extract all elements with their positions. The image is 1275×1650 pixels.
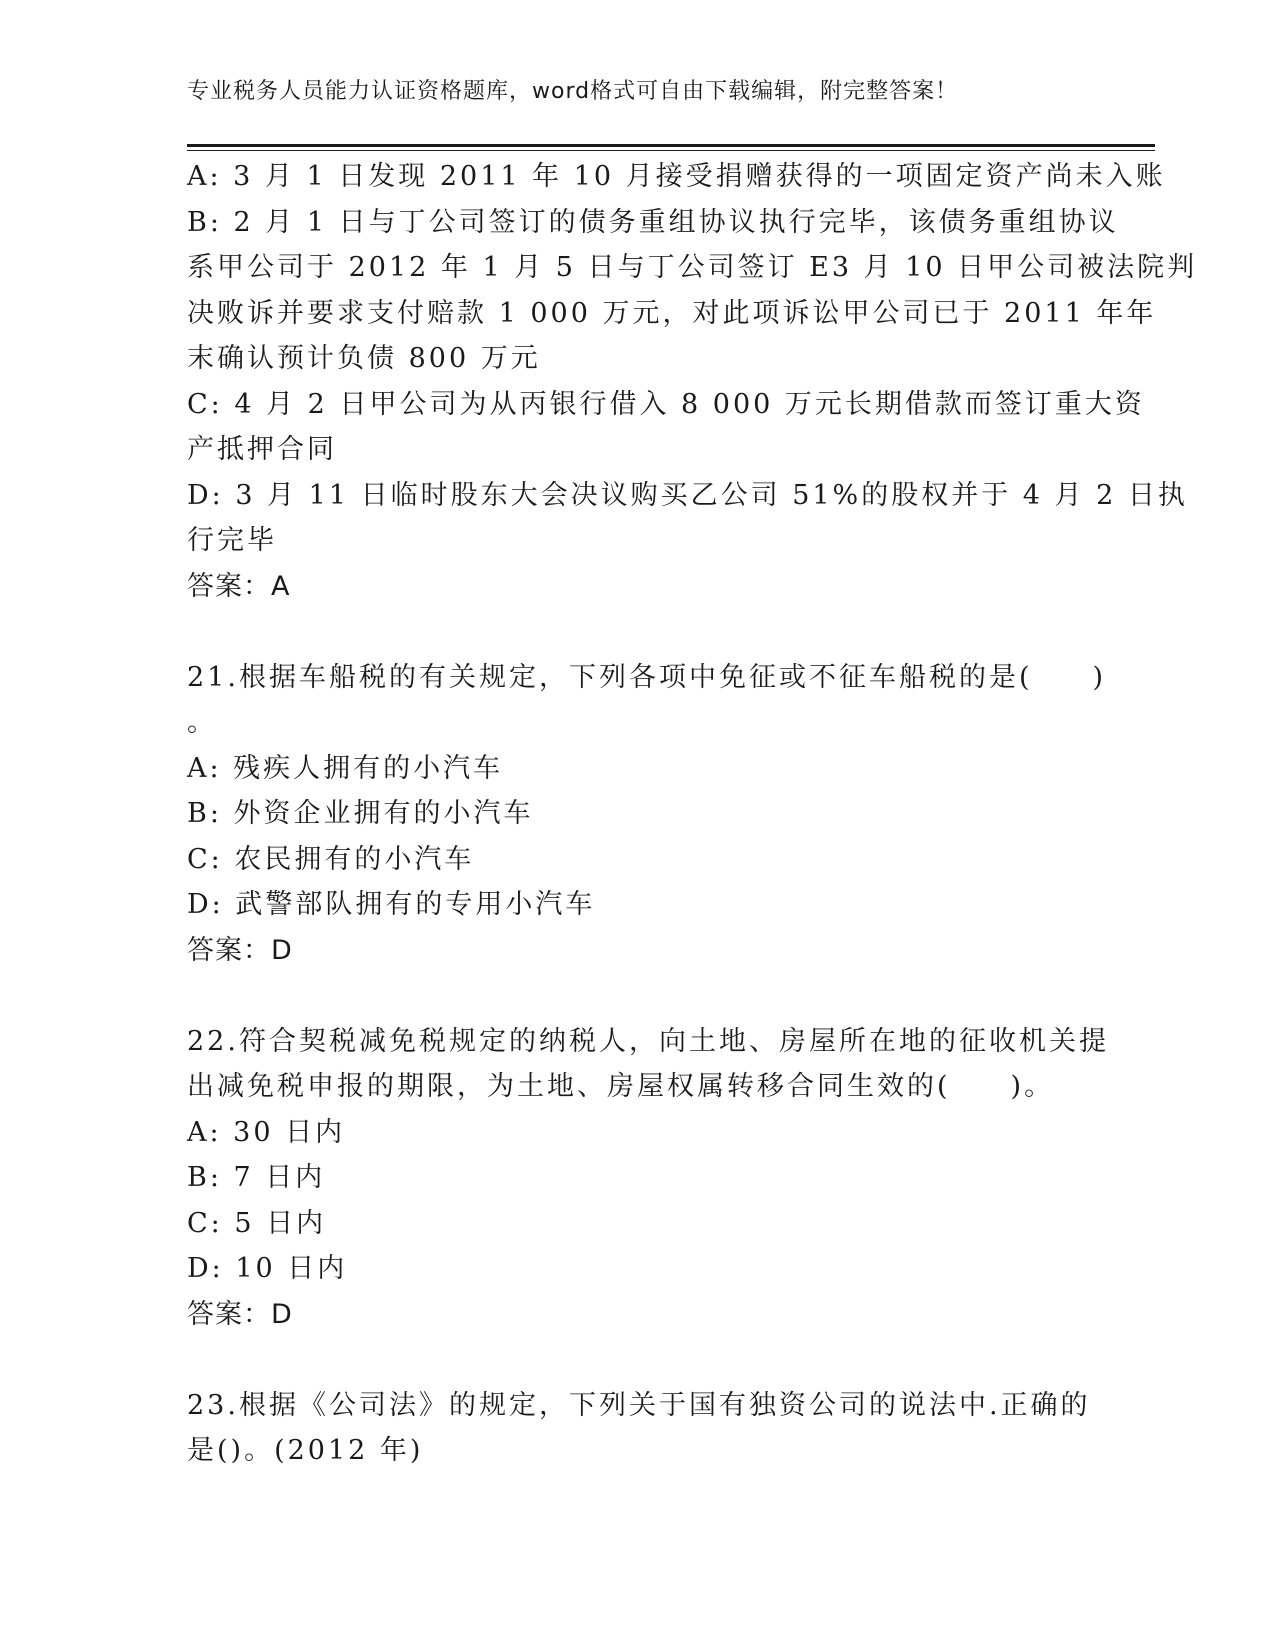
q21-answer: 答案：D [187, 934, 293, 966]
spacer [187, 973, 1087, 1019]
document-body [187, 154, 1198, 1474]
q22-stem-line-1: 22.符合契税减免税规定的纳税人，向土地、房屋所在地的征收机关提 [187, 1025, 1109, 1057]
q21-option-c: C: 农民拥有的小汽车 [187, 843, 475, 875]
q20-option-c-line-1: C: 4 月 2 日甲公司为从丙银行借入 8 000 万元长期借款而签订重大资 [187, 388, 1145, 420]
q21-stem-line-1: 21.根据车船税的有关规定，下列各项中免征或不征车船税的是( ) [187, 661, 1107, 693]
q20-answer: 答案：A [187, 570, 291, 602]
q20-option-c-line-2: 产抵押合同 [187, 434, 337, 465]
q22-answer: 答案：D [187, 1298, 293, 1330]
q20-option-b-line-4: 末确认预计负债 800 万元 [187, 343, 541, 374]
q20-option-d-line-1: D: 3 月 11 日临时股东大会决议购买乙公司 51%的股权并于 4 月 2 日执 [187, 479, 1188, 511]
q20-option-b-line-1: B: 2 月 1 日与丁公司签订的债务重组协议执行完毕，该债务重组协议 [187, 206, 1119, 238]
header-rule-thick [187, 144, 1155, 147]
q22-option-a: A: 30 日内 [187, 1116, 346, 1148]
q22-option-b: B: 7 日内 [187, 1162, 326, 1193]
q20-option-d-line-2: 行完毕 [187, 525, 277, 556]
q21-option-b: B: 外资企业拥有的小汽车 [187, 798, 534, 829]
question-22-block [187, 1019, 1109, 1338]
question-20-block [187, 154, 1198, 609]
page-header: 专业税务人员能力认证资格题库，word格式可自由下载编辑，附完整答案！ [187, 79, 959, 104]
q22-stem-line-2: 出减免税申报的期限，为土地、房屋权属转移合同生效的( )。 [187, 1071, 1055, 1102]
q22-option-d: D: 10 日内 [187, 1253, 348, 1284]
question-21-block [187, 655, 1107, 974]
q20-option-b-line-3: 决败诉并要求支付赔款 1 000 万元，对此项诉讼甲公司已于 2011 年年 [187, 297, 1157, 329]
question-23-block [187, 1383, 1091, 1474]
q23-stem-line-1: 23.根据《公司法》的规定，下列关于国有独资公司的说法中.正确的 [187, 1389, 1091, 1421]
q21-option-a: A: 残疾人拥有的小汽车 [187, 752, 504, 784]
q21-stem-line-2: 。 [187, 707, 217, 738]
q22-option-c: C: 5 日内 [187, 1207, 327, 1239]
q20-option-a: A: 3 月 1 日发现 2011 年 10 月接受捐赠获得的一项固定资产尚未入账 [187, 161, 1166, 192]
header-rule-thin [187, 150, 1155, 151]
q21-option-d: D: 武警部队拥有的专用小汽车 [187, 889, 596, 920]
spacer [187, 1337, 1087, 1383]
spacer [187, 609, 1087, 655]
q20-option-b-line-2: 系甲公司于 2012 年 1 月 5 日与丁公司签订 E3 月 10 日甲公司被法院判 [187, 252, 1198, 283]
q23-stem-line-2: 是()。(2012 年) [187, 1435, 424, 1466]
